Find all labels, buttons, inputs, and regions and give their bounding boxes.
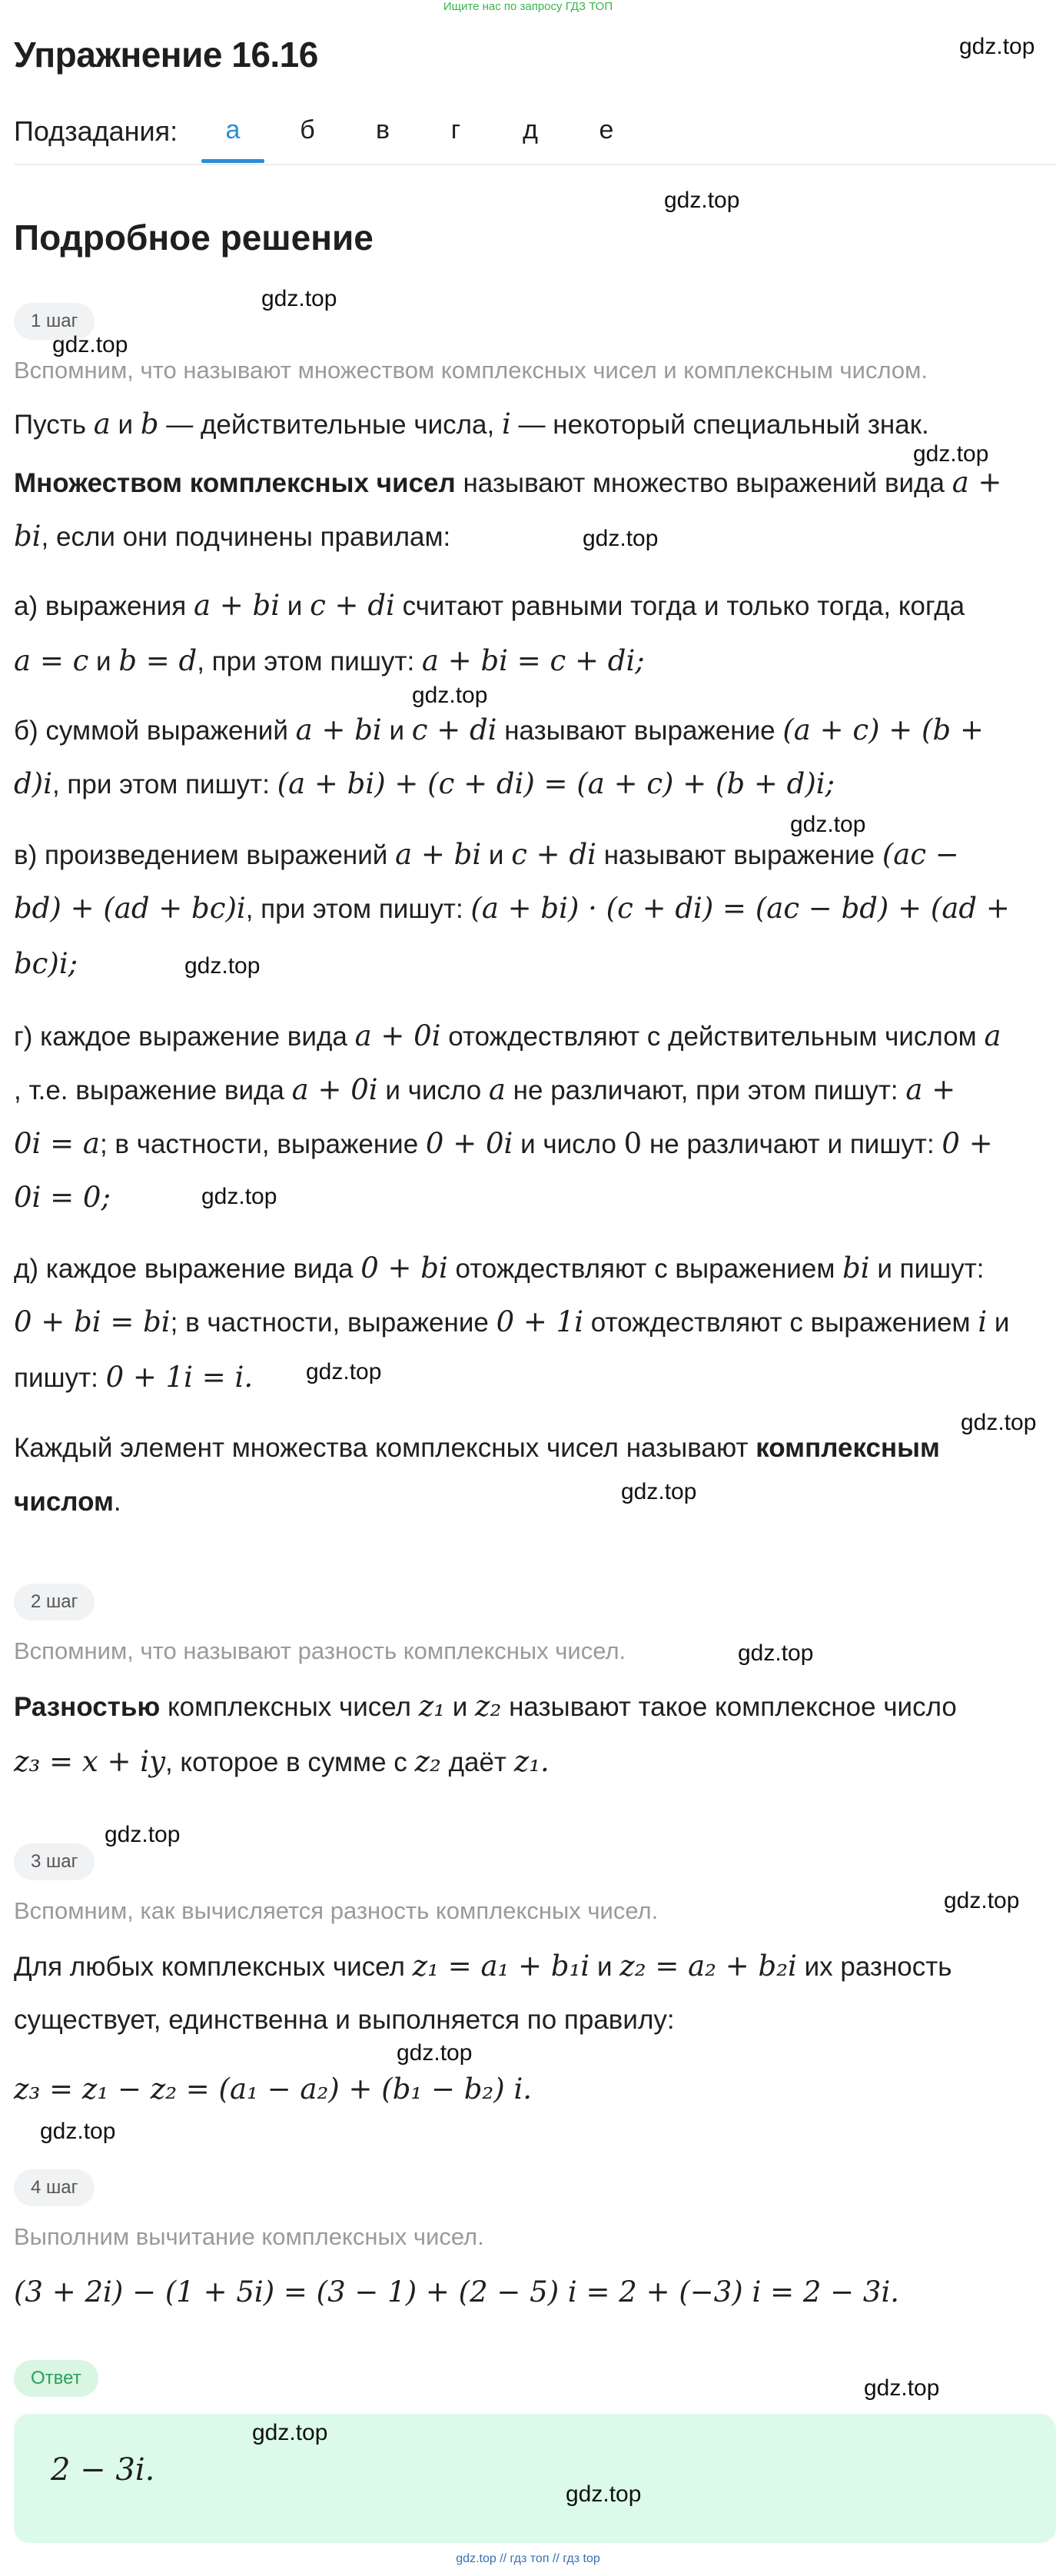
tab-d[interactable]: д (523, 115, 538, 145)
step-1-rule-v-end: bc)i; (14, 947, 78, 980)
step-1-rule-v-cont: bd) + (ad + bc)i, при этом пишут: (a + bi) · (c + di) = (ac − bd) + (ad + (14, 892, 1010, 925)
watermark: gdz.top (944, 1888, 1020, 1913)
step-1-hint: Вспомним, что называют множеством комплексных чисел и комплексным числом. (14, 357, 928, 384)
watermark: gdz.top (621, 1479, 697, 1504)
tab-b[interactable]: б (300, 115, 315, 145)
step-2-badge: 2 шаг (14, 1584, 95, 1620)
step-1-rule-b: б) суммой выражений a + bi и c + di называют выражение (a + c) + (b + (14, 713, 984, 746)
step-1-line-1: Пусть a и b — действительные числа, i — некоторый специальный знак. (14, 407, 929, 440)
step-3-line-2: существует, единственна и выполняется по правилу: (14, 2005, 675, 2035)
step-3-hint: Вспомним, как вычисляется разность комплексных чисел. (14, 1897, 659, 1924)
watermark: gdz.top (738, 1640, 814, 1666)
step-1-rule-g-end: 0i = 0; (14, 1181, 111, 1214)
step-2-line-2: z₃ = x + iy, которое в сумме с z₂ даёт z₁. (14, 1745, 550, 1778)
tab-e[interactable]: е (599, 115, 614, 145)
step-1-conclusion: Каждый элемент множества комплексных чисел называют комплексным (14, 1433, 940, 1463)
step-3-badge: 3 шаг (14, 1843, 95, 1880)
step-1-line-2: Множеством комплексных чисел называют множество выражений вида a + (14, 466, 1002, 499)
watermark: gdz.top (412, 683, 488, 708)
tab-a[interactable]: а (225, 115, 241, 145)
watermark: gdz.top (961, 1410, 1037, 1435)
answer-value: 2 − 3i. (51, 2452, 155, 2488)
step-1-rule-d: д) каждое выражение вида 0 + bi отождествляют с выражением bi и пишут: (14, 1251, 985, 1285)
answer-badge: Ответ (14, 2360, 98, 2397)
watermark: gdz.top (664, 188, 740, 213)
watermark: gdz.top (864, 2375, 940, 2401)
watermark: gdz.top (201, 1184, 277, 1209)
section-title: Подробное решение (14, 218, 374, 258)
watermark: gdz.top (40, 2119, 116, 2144)
step-3-formula: z₃ = z₁ − z₂ = (a₁ − a₂) + (b₁ − b₂) i. (14, 2072, 533, 2106)
step-1-rule-d-cont: 0 + bi = bi; в частности, выражение 0 + 1i отождествляют с выражением i и (14, 1305, 1010, 1338)
step-1-rule-b-cont: d)i, при этом пишут: (a + bi) + (c + di) = (a + c) + (b + d)i; (14, 767, 835, 800)
step-1-line-3: bi, если они подчинены правилам: (14, 520, 451, 553)
step-1-rule-a-cont: a = c и b = d, при этом пишут: a + bi = c + di; (14, 644, 645, 677)
step-4-hint: Выполним вычитание комплексных чисел. (14, 2223, 484, 2250)
step-3-line-1: Для любых комплексных чисел z₁ = a₁ + b₁i и z₂ = a₂ + b₂i их разность (14, 1949, 952, 1983)
step-1-rule-v: в) произведением выражений a + bi и c + di называют выражение (ac − (14, 838, 959, 871)
page-title: Упражнение 16.16 (14, 35, 318, 75)
search-hint-banner: Ищите нас по запросу ГДЗ ТОП (443, 0, 613, 13)
watermark: gdz.top (790, 812, 866, 837)
watermark: gdz.top (252, 2420, 328, 2445)
step-1-rule-a: а) выражения a + bi и c + di считают равными тогда и только тогда, когда (14, 589, 965, 622)
watermark: gdz.top (105, 1822, 181, 1847)
step-1-rule-g-cont-2: 0i = a; в частности, выражение 0 + 0i и число 0 не различают и пишут: 0 + (14, 1127, 993, 1160)
step-2-line-1: Разностью комплексных чисел z₁ и z₂ называют такое комплексное число (14, 1690, 957, 1723)
watermark: gdz.top (397, 2040, 473, 2066)
step-1-rule-g: г) каждое выражение вида a + 0i отождествляют с действительным числом a (14, 1019, 1001, 1052)
step-4-badge: 4 шаг (14, 2169, 95, 2206)
step-1-conclusion-cont: числом. (14, 1487, 121, 1517)
divider (14, 164, 1056, 165)
watermark: gdz.top (306, 1359, 382, 1384)
watermark: gdz.top (261, 286, 337, 311)
watermark: gdz.top (52, 332, 128, 357)
watermark: gdz.top (959, 34, 1035, 59)
answer-box (14, 2414, 1056, 2543)
step-2-hint: Вспомним, что называют разность комплексных чисел. (14, 1637, 626, 1664)
tab-v[interactable]: в (375, 115, 390, 145)
watermark: gdz.top (566, 2481, 642, 2507)
watermark: gdz.top (913, 441, 989, 467)
tab-g[interactable]: г (450, 115, 461, 145)
step-4-calculation: (3 + 2i) − (1 + 5i) = (3 − 1) + (2 − 5) i = 2 + (−3) i = 2 − 3i. (14, 2275, 900, 2308)
step-1-rule-g-cont: , т.е. выражение вида a + 0i и число a не различают, при этом пишут: a + (14, 1073, 956, 1106)
footer-links[interactable]: gdz.top // гдз топ // гдз top (456, 2552, 600, 2565)
watermark: gdz.top (184, 953, 261, 979)
watermark: gdz.top (583, 526, 659, 551)
active-tab-indicator (201, 159, 264, 163)
step-1-rule-d-end: пишут: 0 + 1i = i. (14, 1361, 254, 1394)
step-1-badge: 1 шаг (14, 303, 95, 340)
subtasks-label: Подзадания: (14, 115, 178, 147)
